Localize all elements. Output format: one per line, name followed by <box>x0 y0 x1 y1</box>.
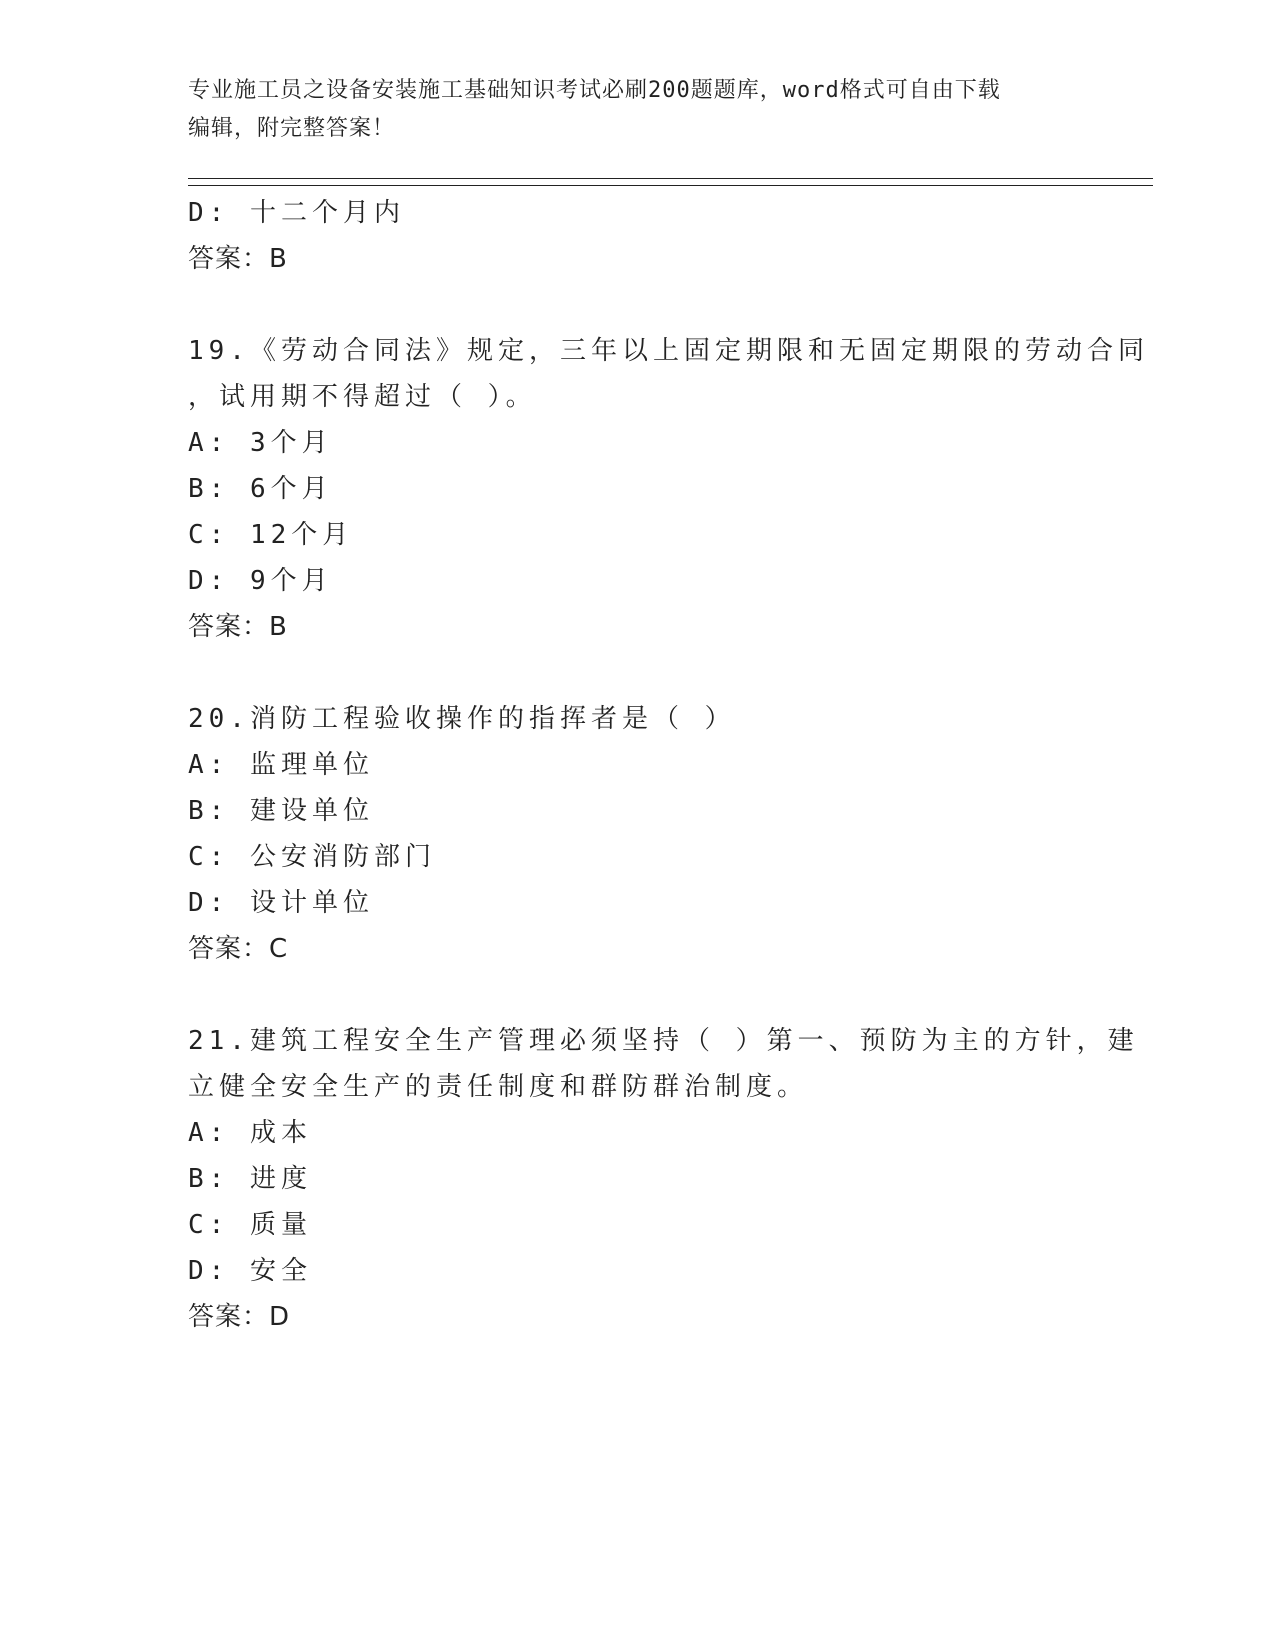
question-text-continued: ，试用期不得超过（ ）。 <box>188 382 537 412</box>
header-line-2: 编辑，附完整答案！ <box>188 116 396 141</box>
document-content <box>188 190 1149 1340</box>
option-a: A: 监理单位 <box>188 750 374 780</box>
question-text: 21.建筑工程安全生产管理必须坚持（ ）第一、预防为主的方针，建 <box>188 1026 1139 1056</box>
option-b: B: 6个月 <box>188 474 333 504</box>
question-21-block <box>188 1018 1139 1340</box>
option-a: A: 成本 <box>188 1118 312 1148</box>
question-text-continued: 立健全安全生产的责任制度和群防群治制度。 <box>188 1072 809 1102</box>
answer-label: 答案：B <box>188 244 288 274</box>
question-text: 19.《劳动合同法》规定，三年以上固定期限和无固定期限的劳动合同 <box>188 336 1149 366</box>
option-a: A: 3个月 <box>188 428 333 458</box>
option-c: C: 公安消防部门 <box>188 842 436 872</box>
header-line-1: 专业施工员之设备安装施工基础知识考试必刷200题题库，word格式可自由下载 <box>188 78 1001 103</box>
option-c: C: 质量 <box>188 1210 312 1240</box>
option-d: D: 十二个月内 <box>188 198 405 228</box>
question-text: 20.消防工程验收操作的指挥者是（ ） <box>188 704 736 734</box>
option-b: B: 建设单位 <box>188 796 374 826</box>
question-19-block <box>188 328 1149 650</box>
answer-label: 答案：B <box>188 612 288 642</box>
header-divider <box>188 178 1153 186</box>
option-d: D: 设计单位 <box>188 888 374 918</box>
question-20-block <box>188 696 1088 972</box>
document-header <box>188 72 1088 148</box>
option-c: C: 12个月 <box>188 520 354 550</box>
option-b: B: 进度 <box>188 1164 312 1194</box>
option-d: D: 安全 <box>188 1256 312 1286</box>
question-18-block <box>188 190 1088 282</box>
answer-label: 答案：C <box>188 934 289 964</box>
option-d: D: 9个月 <box>188 566 333 596</box>
answer-label: 答案：D <box>188 1302 291 1332</box>
